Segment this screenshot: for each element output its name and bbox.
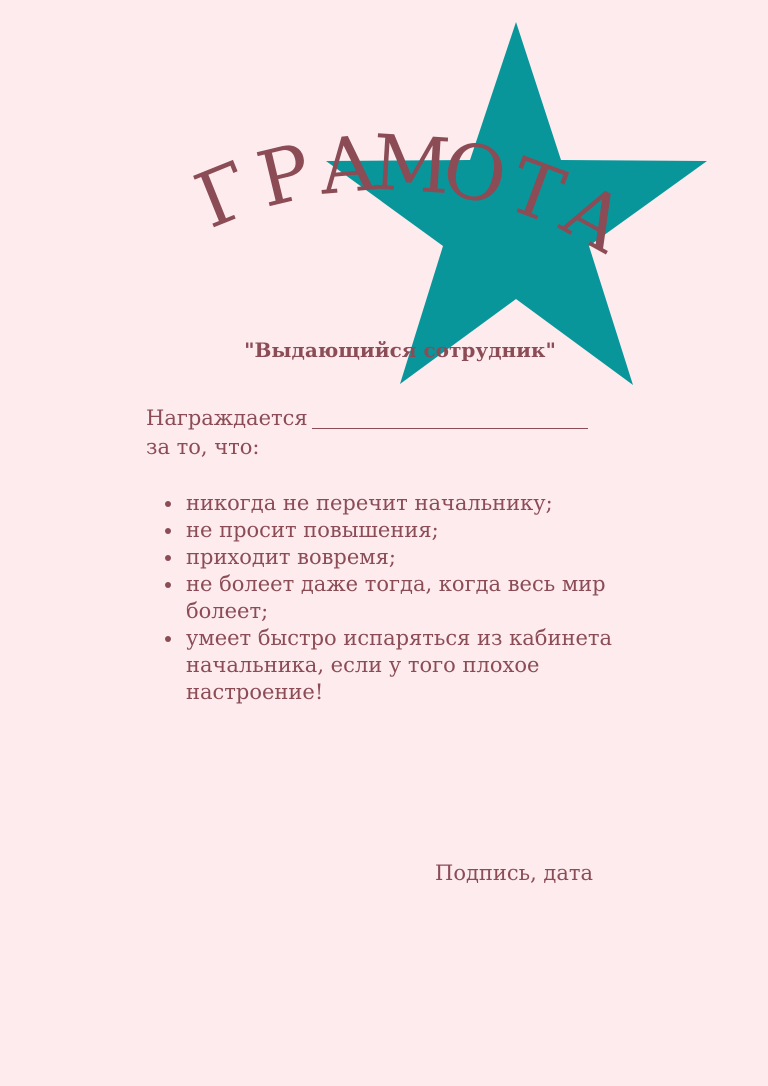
title-letter: А bbox=[314, 118, 380, 212]
reasons-list bbox=[186, 490, 626, 706]
recipient-name-blank bbox=[312, 406, 588, 429]
awarded-line bbox=[146, 404, 588, 433]
awarded-block bbox=[146, 404, 588, 462]
list-item: не просит повышения; bbox=[186, 517, 626, 544]
title-letter: М bbox=[369, 117, 453, 212]
certificate-subtitle: "Выдающийся сотрудник" bbox=[244, 338, 556, 362]
reason-intro: за то, что: bbox=[146, 435, 260, 459]
title-letter: Г bbox=[183, 144, 264, 246]
list-item: никогда не перечит начальнику; bbox=[186, 490, 626, 517]
list-item: умеет быстро испаряться из кабинета начальника, если у того плохое настроение! bbox=[186, 625, 626, 706]
list-item: не болеет даже тогда, когда весь мир болеет; bbox=[186, 571, 626, 625]
title-letter: А bbox=[547, 164, 641, 271]
title-letter: Р bbox=[249, 126, 320, 225]
signature-date-label: Подпись, дата bbox=[435, 861, 594, 885]
awarded-label: Награждается bbox=[146, 406, 308, 430]
title-letter: О bbox=[434, 122, 515, 223]
title-letter: Т bbox=[496, 140, 576, 242]
list-item: приходит вовремя; bbox=[186, 544, 626, 571]
